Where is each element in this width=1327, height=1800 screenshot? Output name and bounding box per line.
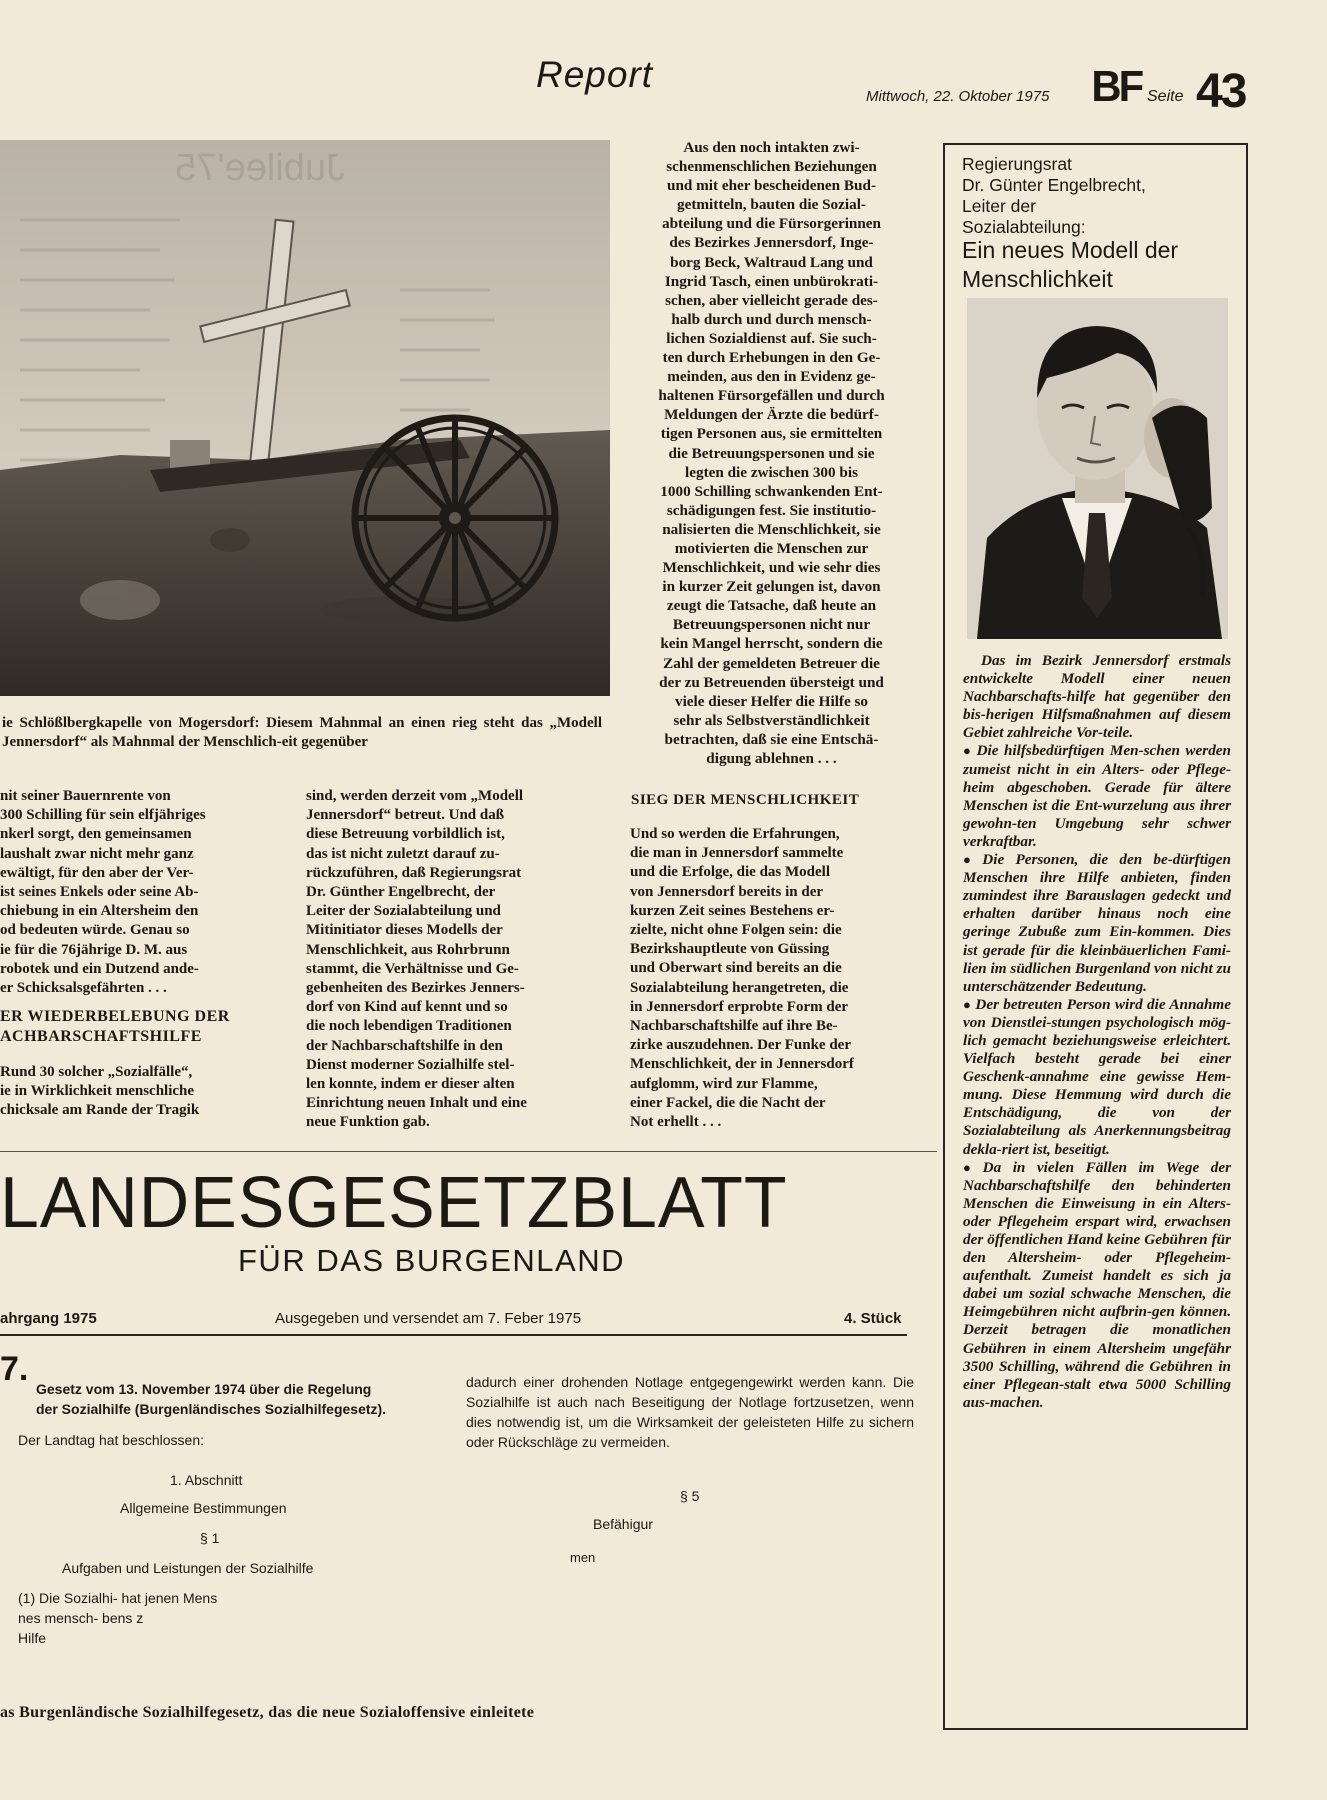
page-label: Seite [1147, 88, 1184, 105]
sidebar-bullet: ● Die Personen, die den be-dürftigen Menschen ihre Hilfe anbieten, finden zumindest ihre Barauslagen gedeckt und erhalten darüber hinaus noch eine geringe Zubuße zum Ein-kommen. Dies ist gerade für die kleinbäuerlichen Fami-lien im südlichen Burgenland von nicht zu unterschätzender Bedeutung. [963, 851, 1231, 995]
article-column-a-continued: Rund 30 solcher „Sozialfälle“, ie in Wirklichkeit menschliche chicksale am Rande der Tragik [0, 1064, 200, 1119]
sidebar-bullet: ● Die hilfsbedürftigen Men-schen werden zumeist nicht in ein Alters- oder Pflege-heim abgeschoben. Gerade für ältere Menschen ist die Ent-wurzelung aus ihrer gewohn-ten Umgebung sehr schwer verkraftbar. [963, 742, 1231, 850]
law-text-fragment: (1) Die Sozialhi- hat jenen Mens nes mensch- bens z Hilfe [18, 1590, 218, 1646]
bullet-icon: ● [963, 743, 973, 759]
divider [0, 1151, 937, 1152]
bullet-icon: ● [963, 852, 979, 868]
law-paragraph-number: § 1 [200, 1530, 220, 1546]
law-paragraph-5-fragment: men [570, 1550, 596, 1565]
section-title: Report [536, 54, 654, 95]
law-paragraph-title: Aufgaben und Leistungen der Sozialhilfe [62, 1560, 314, 1576]
law-resolved: Der Landtag hat beschlossen: [18, 1432, 205, 1448]
sidebar-body [963, 652, 1231, 1412]
photo-caption: ie Schlößlbergkapelle von Mogersdorf: Diesem Mahnmal an einen rieg steht das „Modell Jennersdorf“ als Mahnmal der Menschlich-eit gegenüber [2, 715, 602, 750]
law-paragraph-5-title: Befähigur [593, 1516, 653, 1532]
article-subheading-neighborhood: ER WIEDERBELEBUNG DER ACHBARSCHAFTSHILFE [0, 1008, 230, 1045]
gazette-issued: Ausgegeben und versendet am 7. Feber 1975 [275, 1310, 582, 1327]
issue-date: Mittwoch, 22. Oktober 1975 [866, 88, 1050, 105]
law-text-right: dadurch einer drohenden Notlage entgegengewirkt werden kann. Die Sozialhilfe ist auch nach Beseitigung der Notlage fortzusetzen, wenn dies notwendig ist, um die Wirksamkeit der geleisteten Hilfe zu sichern oder Rückschläge zu vermeiden. [466, 1374, 914, 1450]
gazette-caption: as Burgenländische Sozialhilfegesetz, das die neue Sozialoffensive einleitete [0, 1704, 535, 1721]
bullet-icon: ● [963, 1159, 979, 1175]
memorial-photo [0, 140, 610, 696]
gazette-year: ahrgang 1975 [0, 1310, 97, 1327]
sidebar-lead: Das im Bezirk Jennersdorf erstmals entwickelte Modell einer neuen Nachbarschafts-hilfe hat gegenüber den bis-herigen Hilfsmaßnahmen auf diesem Gebiet zahlreiche Vor-teile. [963, 652, 1231, 742]
svg-text:Jubilee'75: Jubilee'75 [175, 147, 345, 189]
bullet-icon: ● [963, 996, 972, 1012]
law-section-heading: 1. Abschnitt [170, 1472, 243, 1488]
newspaper-logo: BF [1091, 62, 1142, 111]
law-title: Gesetz vom 13. November 1974 über die Regelung der Sozialhilfe (Burgenländisches Sozialhilfegesetz). [36, 1381, 387, 1417]
gazette-number: 4. Stück [844, 1310, 902, 1327]
sidebar-headline: Ein neues Modell der Menschlichkeit [962, 237, 1179, 292]
sidebar-bullet: ● Da in vielen Fällen im Wege der Nachbarschaftshilfe den behinderten Menschen die Einweisung in ein Alters-oder Pflegeheim erspart wird, erwachsen der öffentlichen Hand keine Gebühren für den Altersheim- oder Pflegeheim-aufenthalt. Zumeist handelt es sich ja dabei um sozial schwache Menschen, die Heimgebühren nicht aufbrin-gen können. Derzeit betragen die monatlichen Gebühren in einem Altersheim ungefähr 3500 Schilling, während die Gebühren in einer Pflegean-stalt etwa 5000 Schilling aus-machen. [963, 1158, 1231, 1411]
law-number: 7. [0, 1350, 29, 1388]
article-column-right-top: Aus den noch intakten zwi- schenmenschlichen Beziehungen und mit eher bescheidenen Bud- getmitteln, bauten die Sozial- abteilung und die Fürsorgerinnen des Bezirkes Jennersdorf, Inge- borg Beck, Waltraud Lang und Ingrid Tasch, einen unbürokrati- schen, aber vielleicht gerade des- halb durch und durch mensch- lichen Sozialdienst auf. Sie such- ten durch Erhebungen in den Ge- meinden, aus den in Evidenz ge- haltenen Fürsorgefällen und durch Meldungen der Ärzte die bedürf- tigen Personen aus, sie ermittelten die Betreuungspersonen und sie legten die zwischen 300 bis 1000 Schilling schwankenden Ent- schädigungen fest. Sie institutio- nalisierten die Menschlichkeit, sie motivierten die Menschen zur Menschlichkeit, und wie sehr dies in kurzer Zeit gelungen ist, davon zeugt die Tatsache, daß heute an Betreuungspersonen nicht nur kein Mangel herrscht, sondern die Zahl der gemeldeten Betreuer die der zu Betreuenden übersteigt und viele dieser Helfer die Hilfe so sehr als Selbstverständlichkeit betrachten, daß sie eine Entschä- digung ablehnen . . . [658, 139, 885, 767]
portrait-photo [967, 298, 1228, 639]
law-section-title: Allgemeine Bestimmungen [120, 1500, 287, 1516]
gazette-title: LANDESGESETZBLATT [0, 1163, 788, 1243]
gazette-subtitle: FÜR DAS BURGENLAND [238, 1243, 625, 1278]
article-column-c: Und so werden die Erfahrungen, die man in Jennersdorf sammelte und die Erfolge, die das Modell von Jennersdorf bereits in der kurzen Zeit seines Bestehens er- zielte, nicht ohne Folgen sein: die Bezirkshauptleute von Güssing und Oberwart sind bereits an die Sozialabteilung herangetreten, die in Jennersdorf erprobte Form der Nachbarschaftshilfe auf ihre Be- zirke auszudehnen. Der Funke der Menschlichkeit, der in Jennersdorf aufglomm, wird zur Flamme, einer Fackel, die die Nacht der Not erhellt . . . [630, 826, 854, 1131]
sidebar-intro: Regierungsrat Dr. Günter Engelbrecht, Leiter der Sozialabteilung: [962, 154, 1146, 237]
article-subheading-victory: SIEG DER MENSCHLICHKEIT [631, 792, 860, 808]
article-column-b: sind, werden derzeit vom „Modell Jennersdorf“ betreut. Und daß diese Betreuung vorbildlich ist, das ist nicht zuletzt darauf zu- rückzuführen, daß Regierungsrat Dr. Günther Engelbrecht, der Leiter der Sozialabteilung und Mitinitiator dieses Modells der Menschlichkeit, aus Rohrbrunn stammt, die Verhältnisse und Ge- gebenheiten des Bezirkes Jenners- dorf von Kind auf kennt und so die noch lebendigen Traditionen der Nachbarschaftshilfe in den Dienst moderner Sozialhilfe stel- len konnte, indem er dieser alten Einrichtung neuen Inhalt und eine neue Funktion gab. [306, 788, 527, 1131]
sidebar-bullet: ● Der betreuten Person wird die Annahme von Dienstlei-stungen psychologisch mög-lich gemacht beziehungsweise erleichtert. Vielfach besteht gerade bei einer Geschenk-annahme eine gewisse Hem-mung. Diese Hemmung wird durch die Entschädigung, die von der Sozialabteilung als Anerkennungsbeitrag dekla-riert ist, beseitigt. [963, 995, 1231, 1158]
law-paragraph-5: § 5 [680, 1488, 700, 1504]
article-column-a: nit seiner Bauernrente von 300 Schilling für sein elfjähriges nkerl sorgt, den gemeinsamen laushalt zwar nicht mehr ganz ewältigt, für den aber der Ver- ist seines Enkels oder seine Ab- chiebung in ein Altersheim den od bedeuten würde. Genau so ie für die 76jährige D. M. aus robotek und ein Dutzend ande- er Schicksalsgefährten . . . [0, 788, 206, 997]
page-number: 43 [1196, 65, 1246, 118]
